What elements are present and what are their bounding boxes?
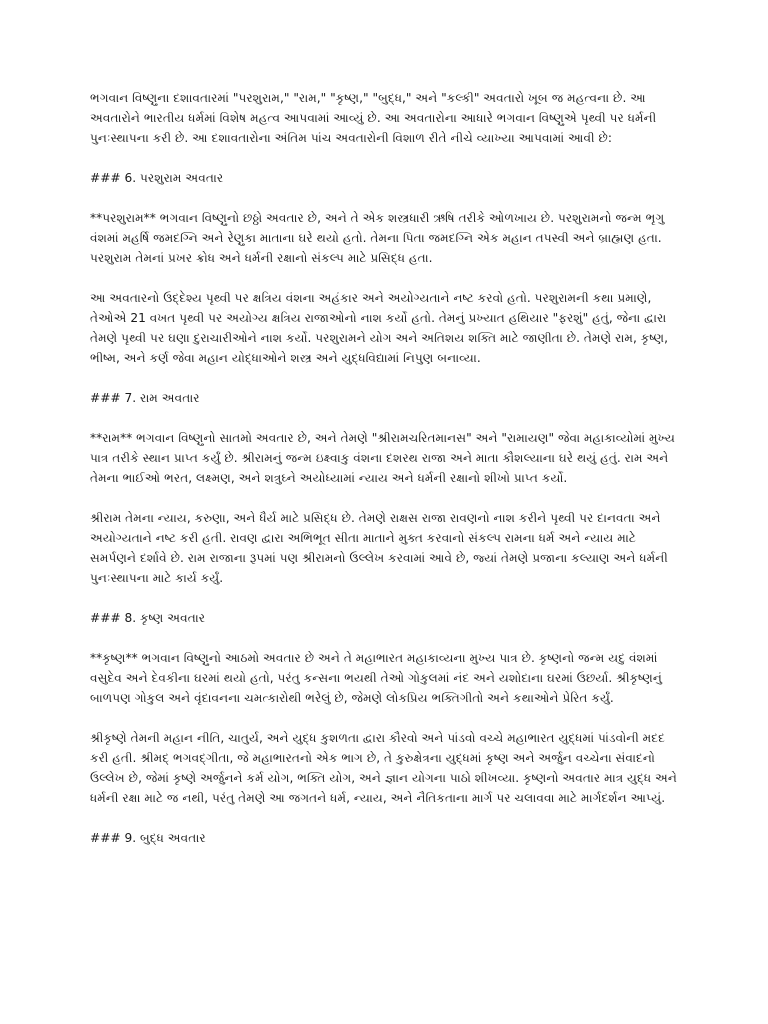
section-heading-buddha: ### 9. બુદ્ધ અવતાર (90, 831, 206, 845)
section-heading-parshuram: ### 6. પરશુરામ અવતાર (90, 171, 224, 185)
krishna-paragraph-2: શ્રીકૃષ્ણે તેમની મહાન નીતિ, ચાતુર્ય, અને યુદ્ધ કુશળતા દ્વારા કૌરવો અને પાંડવો વચ્ચે મહાભારત યુદ્ધમાં પાંડવોની મદદ કરી હતી. શ્રીમદ્ ભગવદ્ગીતા, જે મહાભારતનો એક ભાગ છે, તે કુરુક્ષેત્રના યુદ્ધમાં કૃષ્ણ અને અર્જુન વચ્ચેના સંવાદનો ઉલ્લેખ છે, જેમાં કૃષ્ણે અર્જુનને કર્મ યોગ, ભક્તિ યોગ, અને જ્ઞાન યોગના પાઠો શીખવ્યા. કૃષ્ણનો અવતાર માત્ર યુદ્ધ અને ધર્મની રક્ષા માટે જ નથી, પરંતુ તેમણે આ જગતને ધર્મ, ન્યાય, અને નૈતિકતાના માર્ગ પર ચલાવવા માટે માર્ગદર્શન આપ્યું. (90, 731, 677, 805)
document-page (90, 88, 680, 868)
section-heading-krishna: ### 8. કૃષ્ણ અવતાર (90, 611, 206, 625)
krishna-paragraph-1: **કૃષ્ણ** ભગવાન વિષ્ણુનો આઠમો અવતાર છે અને તે મહાભારત મહાકાવ્યના મુખ્ય પાત્ર છે. કૃષ્ણનો જન્મ યદુ વંશમાં વસુદેવ અને દેવકીના ઘરમાં થયો હતો, પરંતુ કન્સના ભયથી તેઓ ગોકુલમાં નંદ અને યશોદાના ઘરમાં ઉછર્યા. શ્રીકૃષ્ણનું બાળપણ ગોકુલ અને વૃંદાવનના ચમત્કારોથી ભરેલું છે, જેમણે લોકપ્રિય ભક્તિગીતો અને કથાઓને પ્રેરિત કર્યું. (90, 651, 663, 705)
parshuram-paragraph-1: **પરશુરામ** ભગવાન વિષ્ણુનો છઠ્ઠો અવતાર છે, અને તે એક શસ્ત્રધારી ઋષિ તરીકે ઓળખાય છે. પરશુરામનો જન્મ ભૃગુ વંશમાં મહર્ષિ જમદગ્નિ અને રેણુકા માતાના ઘરે થયો હતો. તેમના પિતા જમદગ્નિ એક મહાન તપસ્વી અને બ્રાહ્મણ હતા. પરશુરામ તેમનાં પ્રખર ક્રોધ અને ધર્મની રક્ષાનો સંકલ્પ માટે પ્રસિદ્ધ હતા. (90, 211, 665, 265)
parshuram-paragraph-2: આ અવતારનો ઉદ્દેશ્ય પૃથ્વી પર ક્ષત્રિય વંશના અહંકાર અને અયોગ્યતાને નષ્ટ કરવો હતો. પરશુરામની કથા પ્રમાણે, તેઓએ 21 વખત પૃથ્વી પર અયોગ્ય ક્ષત્રિય રાજાઓનો નાશ કર્યો હતો. તેમનું પ્રખ્યાત હથિયાર "ફરશું" હતું, જેના દ્વારા તેમણે પૃથ્વી પર ઘણા દુરાચારીઓને નાશ કર્યો. પરશુરામને યોગ અને અતિશય શક્તિ માટે જાણીતા છે. તેમણે રામ, કૃષ્ણ, ભીષ્મ, અને કર્ણ જેવા મહાન યોદ્ધાઓને શસ્ત્ર અને યુદ્ધવિદ્યામાં નિપુણ બનાવ્યા. (90, 291, 668, 365)
section-heading-ram: ### 7. રામ અવતાર (90, 391, 200, 405)
ram-paragraph-1: **રામ** ભગવાન વિષ્ણુનો સાતમો અવતાર છે, અને તેમણે "શ્રીરામચરિતમાનસ" અને "રામાયણ" જેવા મહાકાવ્યોમાં મુખ્ય પાત્ર તરીકે સ્થાન પ્રાપ્ત કર્યું છે. શ્રીરામનું જન્મ ઇક્ષ્વાકુ વંશના દશરથ રાજા અને માતા કૌશલ્યાના ઘરે થયું હતું. રામ અને તેમના ભાઈઓ ભરત, લક્ષ્મણ, અને શત્રુઘ્ને અયોધ્યામાં ન્યાય અને ધર્મની રક્ષાનો શીખો પ્રાપ્ત કર્યો. (90, 431, 675, 485)
ram-paragraph-2: શ્રીરામ તેમના ન્યાય, કરુણા, અને ધૈર્ય માટે પ્રસિદ્ધ છે. તેમણે રાક્ષસ રાજા રાવણનો નાશ કરીને પૃથ્વી પર દાનવતા અને અયોગ્યતાને નષ્ટ કરી હતી. રાવણ દ્વારા અભિભૂત સીતા માતાને મુક્ત કરવાનો સંકલ્પ રામના ધર્મ અને ન્યાય માટે સમર્પણને દર્શાવે છે. રામ રાજાના રૂપમાં પણ શ્રીરામનો ઉલ્લેખ કરવામાં આવે છે, જ્યાં તેમણે પ્રજાના કલ્યાણ અને ધર્મની પુનઃસ્થાપના માટે કાર્ય કર્યું. (90, 511, 668, 585)
intro-paragraph: ભગવાન વિષ્ણુના દશાવતારમાં "પરશુરામ," "રામ," "કૃષ્ણ," "બુદ્ધ," અને "કલ્કી" અવતારો ખૂબ જ મહત્વના છે. આ અવતારોને ભારતીય ધર્મમાં વિશેષ મહત્વ આપવામાં આવ્યું છે. આ અવતારોના આધારે ભગવાન વિષ્ણુએ પૃથ્વી પર ધર્મની પુનઃસ્થાપના કરી છે. આ દશાવતારોના અંતિમ પાંચ અવતારોની વિશાળ રીતે નીચે વ્યાખ્યા આપવામાં આવી છે: (90, 91, 657, 145)
